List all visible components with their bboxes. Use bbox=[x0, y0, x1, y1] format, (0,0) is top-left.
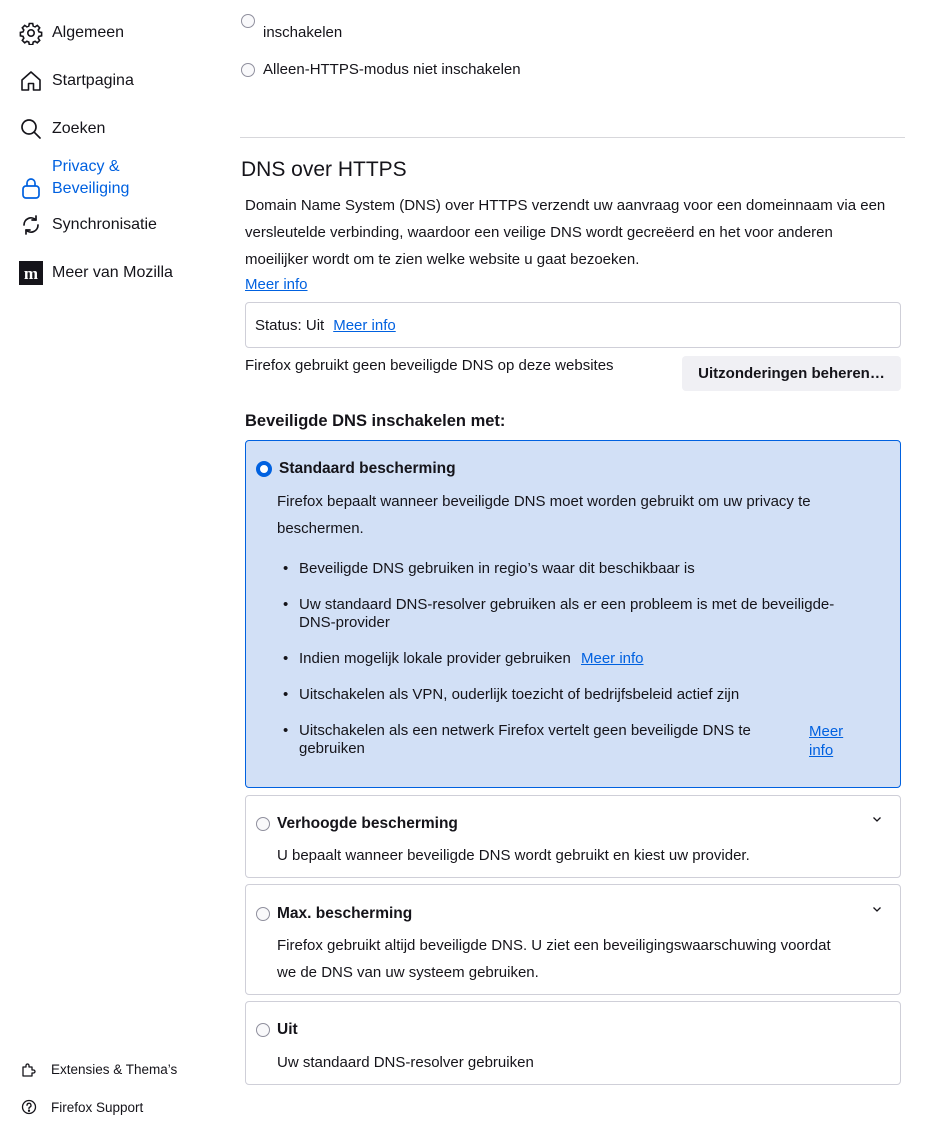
dns-status-box bbox=[245, 302, 901, 348]
dns-default-radio[interactable] bbox=[256, 461, 272, 477]
help-icon bbox=[20, 1098, 38, 1116]
list-item: • Indien mogelijk lokale provider gebruiken Meer info bbox=[277, 650, 867, 668]
dns-increased-radio[interactable] bbox=[256, 817, 270, 831]
dns-max-title: Max. bescherming bbox=[277, 905, 413, 922]
dns-option-off[interactable] bbox=[245, 1001, 901, 1085]
gear-icon bbox=[18, 20, 44, 46]
sidebar-item-search[interactable] bbox=[18, 116, 105, 142]
sidebar-item-sync[interactable] bbox=[18, 212, 157, 238]
sidebar bbox=[0, 0, 230, 1138]
dns-option-increased-title-row bbox=[256, 815, 458, 833]
dns-option-off-title-row bbox=[256, 1021, 298, 1039]
https-only-off-label: Alleen-HTTPS-modus niet inschakelen bbox=[263, 61, 521, 78]
dns-network-learn-more-link[interactable]: Meer info bbox=[809, 723, 844, 759]
dns-max-description: Firefox gebruikt altijd beveiligde DNS. U ziet een beveiligingswaarschuwing voordat we de DNS van uw systeem gebruiken. bbox=[277, 937, 831, 981]
home-icon bbox=[18, 68, 44, 94]
sync-icon bbox=[18, 212, 44, 238]
dns-status-learn-more-link[interactable]: Meer info bbox=[333, 316, 396, 334]
lock-icon bbox=[18, 175, 44, 201]
dns-status-label: Status: Uit bbox=[255, 316, 325, 334]
dns-option-max[interactable] bbox=[245, 884, 901, 995]
sidebar-item-label: Algemeen bbox=[52, 24, 125, 41]
list-item: • Beveiligde DNS gebruiken in regio’s waar dit beschikbaar is bbox=[277, 560, 867, 578]
sidebar-item-home[interactable] bbox=[18, 68, 134, 94]
sidebar-item-general[interactable] bbox=[18, 20, 124, 46]
dns-off-radio[interactable] bbox=[256, 1023, 270, 1037]
https-only-enable-radio[interactable] bbox=[241, 14, 255, 28]
dns-section-title: DNS over HTTPS bbox=[241, 158, 407, 181]
list-item: • Uitschakelen als een netwerk Firefox vertelt geen beveiligde DNS te gebruiken Meer info bbox=[277, 722, 867, 758]
dns-default-title: Standaard bescherming bbox=[279, 460, 456, 477]
dns-option-max-title-row bbox=[256, 905, 412, 923]
sidebar-item-label: Privacy & Beveiliging bbox=[52, 158, 130, 197]
sidebar-item-label: Synchronisatie bbox=[52, 216, 157, 233]
section-divider bbox=[240, 137, 905, 138]
dns-increased-title: Verhoogde bescherming bbox=[277, 815, 458, 832]
sidebar-item-label: Meer van Mozilla bbox=[52, 264, 173, 281]
mozilla-icon bbox=[18, 260, 44, 286]
sidebar-extensions-link[interactable] bbox=[20, 1060, 177, 1078]
dns-off-title: Uit bbox=[277, 1021, 298, 1038]
https-only-off-radio[interactable] bbox=[241, 63, 255, 77]
svg-text:m: m bbox=[23, 264, 39, 283]
dns-exceptions-text: Firefox gebruikt geen beveiligde DNS op deze websites bbox=[245, 357, 614, 374]
list-item: • Uitschakelen als VPN, ouderlijk toezicht of bedrijfsbeleid actief zijn bbox=[277, 686, 867, 704]
search-icon bbox=[18, 116, 44, 142]
https-only-off-option[interactable] bbox=[241, 61, 521, 78]
sidebar-footer-label: Firefox Support bbox=[51, 1099, 144, 1115]
dns-description: Domain Name System (DNS) over HTTPS verzendt uw aanvraag voor een domeinnaam via een versleutelde verbinding, waardoor een veilige DNS wordt gecreëerd en het voor anderen moeilijker wordt om te zien welke website u gaat bezoeken. bbox=[245, 197, 886, 268]
dns-default-description: Firefox bepaalt wanneer beveiligde DNS moet worden gebruikt om uw privacy te beschermen. bbox=[277, 493, 811, 537]
dns-option-default-title-row bbox=[256, 460, 456, 478]
dns-increased-description: U bepaalt wanneer beveiligde DNS wordt gebruikt en kiest uw provider. bbox=[277, 847, 750, 864]
sidebar-footer-label: Extensies & Thema’s bbox=[51, 1061, 178, 1077]
dns-learn-more-link[interactable]: Meer info bbox=[245, 276, 308, 293]
chevron-down-icon[interactable] bbox=[872, 814, 882, 824]
sidebar-item-privacy[interactable] bbox=[18, 155, 129, 201]
dns-option-default[interactable] bbox=[245, 440, 901, 788]
dns-enable-heading: Beveiligde DNS inschakelen met: bbox=[245, 412, 506, 430]
sidebar-item-label: Zoeken bbox=[52, 120, 106, 137]
dns-default-bullets bbox=[277, 556, 867, 758]
dns-max-radio[interactable] bbox=[256, 907, 270, 921]
dns-local-provider-learn-more-link[interactable]: Meer info bbox=[581, 650, 644, 667]
dns-off-description: Uw standaard DNS-resolver gebruiken bbox=[277, 1054, 534, 1071]
https-only-option-label: inschakelen bbox=[263, 24, 343, 41]
puzzle-icon bbox=[20, 1060, 38, 1078]
sidebar-item-label: Startpagina bbox=[52, 72, 134, 89]
sidebar-item-mozilla[interactable] bbox=[18, 260, 173, 286]
chevron-down-icon[interactable] bbox=[872, 904, 882, 914]
list-item: • Uw standaard DNS-resolver gebruiken als er een probleem is met de beveiligde-DNS-provider bbox=[277, 596, 867, 632]
manage-exceptions-button[interactable]: Uitzonderingen beheren… bbox=[682, 356, 901, 391]
sidebar-support-link[interactable] bbox=[20, 1098, 143, 1116]
dns-option-increased[interactable] bbox=[245, 795, 901, 878]
